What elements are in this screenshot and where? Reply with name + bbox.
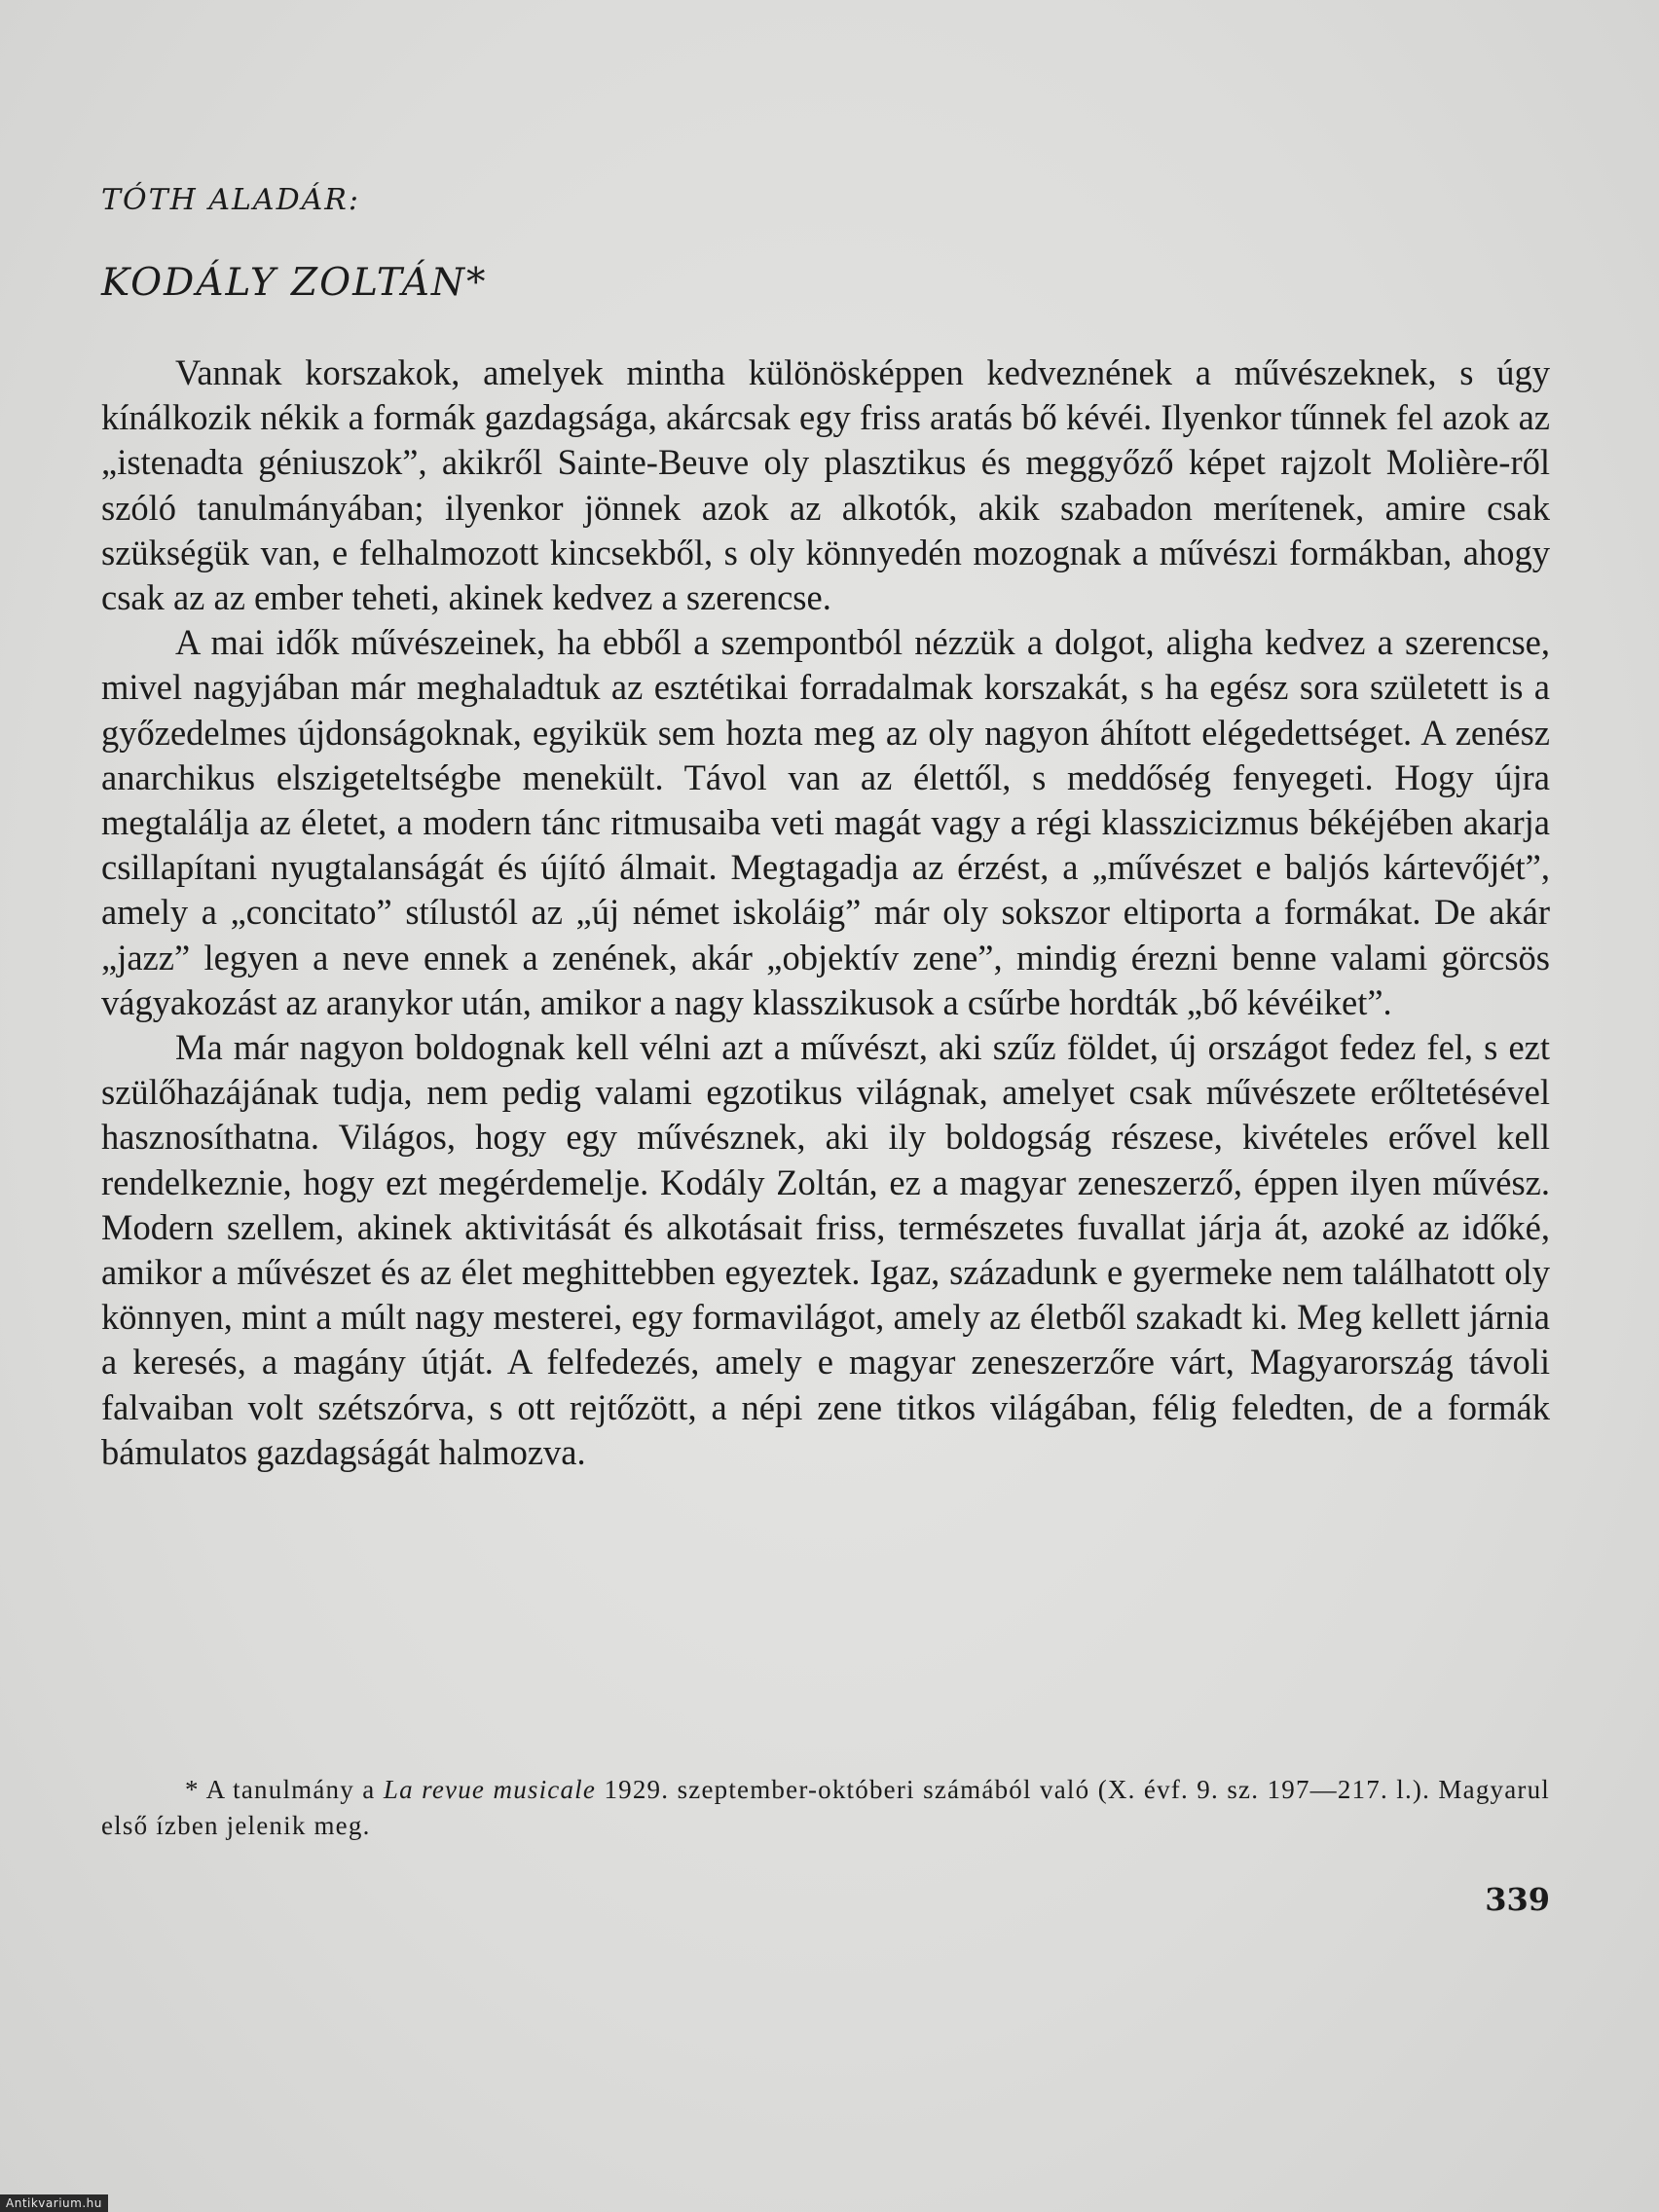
paragraph-1: Vannak korszakok, amelyek mintha különösképpen kedveznének a művészeknek, s úgy kínálkozik nékik a formák gazdagsága, akárcsak egy friss aratás bő kévéi. Ilyenkor tűnnek fel azok az „istenadta géniuszok”, akikről Sainte-Beuve oly plasztikus és meggyőző képet rajzolt Molière-ről szóló tanulmányában; ilyenkor jönnek azok az alkotók, akik szabadon merítenek, amire csak szükségük van, e felhalmozott kincsekből, s oly könnyedén mozognak a művészi formákban, ahogy csak az az ember teheti, akinek kedvez a szerencse. [101,352,1550,618]
footnote [101,1772,1550,1844]
essay-title: KODÁLY ZOLTÁN* [101,261,488,305]
author-name: TÓTH ALADÁR: [101,183,360,217]
paragraph-3: Ma már nagyon boldognak kell vélni azt a művészt, aki szűz földet, új országot fedez fel, s ezt szülőhazájának tudja, nem pedig valami egzotikus világnak, amelyet csak művészete erőltetésével hasznosíthatna. Világos, hogy egy művésznek, aki ily boldogság részese, kivételes erővel kell rendelkeznie, hogy ezt megérdemelje. Kodály Zoltán, ez a magyar zeneszerző, éppen ilyen művész. Modern szellem, akinek aktivitását és alkotásait friss, természetes fuvallat járja át, azoké az időké, amikor a művészet és az élet meghittebben egyeztek. Igaz, századunk e gyermeke nem találhatott oly könnyen, mint a múlt nagy mesterei, egy formavilágot, amely az életből szakadt ki. Meg kellett járnia a keresés, a magány útját. A felfedezés, amely e magyar zeneszerzőre várt, Magyarország távoli falvaiban volt szétszórva, s ott rejtőzött, a népi zene titkos világában, félig feledten, de a formák bámulatos gazdagságát halmozva. [101,1027,1550,1472]
page-number: 339 [1485,1881,1550,1918]
footnote-text-end: 1929. szeptember-októberi számából való (X. évf. 9. sz. 197—217. l.). Magyarul első ízben jelenik meg. [101,1775,1550,1840]
footnote-text-start: * A tanulmány a [185,1775,384,1804]
essay-body [101,350,1550,1475]
paragraph-2: A mai idők művészeinek, ha ebből a szempontból nézzük a dolgot, aligha kedvez a szerencse, mivel nagyjában már meghaladtuk az esztétikai forradalmak korszakát, s ha egész sora született is a győzedelmes újdonságoknak, egyikük sem hozta meg az oly nagyon áhított elégedettséget. A zenész anarchikus elszigeteltségbe menekült. Távol van az élettől, s meddőség fenyegeti. Hogy újra megtalálja az életet, a modern tánc ritmusaiba veti magát vagy a régi klasszicizmus békéjében akarja csillapítani nyugtalanságát és újító álmait. Megtagadja az érzést, a „művészet e baljós kártevőjét”, amely a „concitato” stílustól az „új német iskoláig” már oly sokszor eltiporta a formákat. De akár „jazz” legyen a neve ennek a zenének, akár „objektív zene”, mindig érezni benne valami görcsös vágyakozást az aranykor után, amikor a nagy klasszikusok a csűrbe hordták „bő kévéiket”. [101,622,1550,1022]
watermark: Antikvarium.hu [0,2194,108,2212]
footnote-journal-title: La revue musicale [383,1775,597,1804]
